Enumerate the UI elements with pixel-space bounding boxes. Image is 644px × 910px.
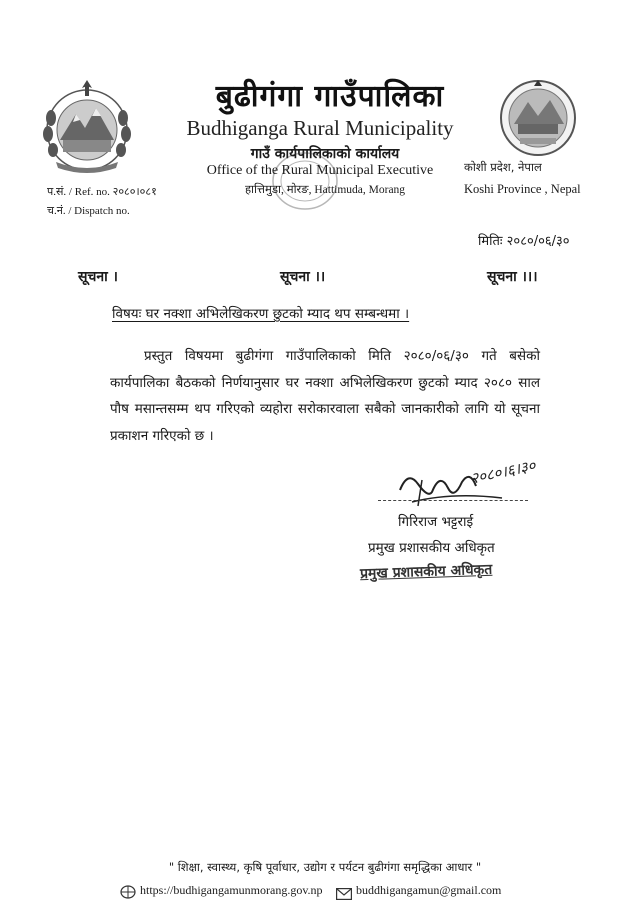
signatory-title: प्रमुख प्रशासकीय अधिकृत [368,540,495,556]
notice-heading-1: सूचना । [78,269,118,285]
notice-heading-3: सूचना ।।। [487,269,538,285]
province-english: Koshi Province , Nepal [464,182,581,196]
nepal-emblem-icon [38,78,136,176]
office-seal-icon [270,150,340,212]
handwritten-date: २०८०।६।३० [468,456,538,488]
signature-line [378,500,528,501]
web-icon [120,884,136,898]
office-address: हात्तिमुडा, मोरङ, Hattimuda, Morang [244,184,406,196]
municipality-title-nepali: बुढीगंगा गाउँपालिका [215,79,445,114]
office-name-nepali: गाउँ कार्यपालिकाको कार्यालय [250,146,400,162]
notice-heading-2: सूचना ।। [280,269,326,285]
municipality-logo-icon [498,78,578,158]
province-nepali: कोशी प्रदेश, नेपाल [464,160,542,174]
municipality-title-english: Budhiganga Rural Municipality [186,116,454,140]
document-date: मितिः २०८०/०६/३० [478,234,570,249]
office-name-english: Office of the Rural Municipal Executive [206,163,434,178]
ref-number: प.सं. / Ref. no. २०८०।०८१ [47,186,157,198]
footer-website-link[interactable]: https://budhigangamunmorang.gov.np [140,883,323,897]
footer-motto: " शिक्षा, स्वास्थ्य, कृषि पूर्वाधार, उद्योग र पर्यटन बुढीगंगा समृद्धिका आधार " [168,860,482,874]
mail-icon [336,885,352,897]
signatory-name: गिरिराज भट्टराई [398,514,474,530]
dispatch-number: च.नं. / Dispatch no. [47,205,130,217]
notice-body: प्रस्तुत विषयमा बुढीगंगा गाउँपालिकाको मिति २०८०/०६/३० गते बसेको कार्यपालिका बैठकको निर्णयानुसार घर नक्शा अभिलेखिकरण छुटको म्याद २०८० साल पौष मसान्तसम्म थप गरिएको व्यहोरा सरोकारवाला सबैको जानकारीको लागि यो सूचना प्रकाशन गरिएको छ । [110,348,540,444]
designation-stamp: प्रमुख प्रशासकीय अधिकृत [359,561,493,583]
footer-email-link[interactable]: buddhigangamun@gmail.com [356,883,502,897]
subject-line: विषयः घर नक्शा अभिलेखिकरण छुटको म्याद थप सम्बन्धमा । [112,306,410,322]
